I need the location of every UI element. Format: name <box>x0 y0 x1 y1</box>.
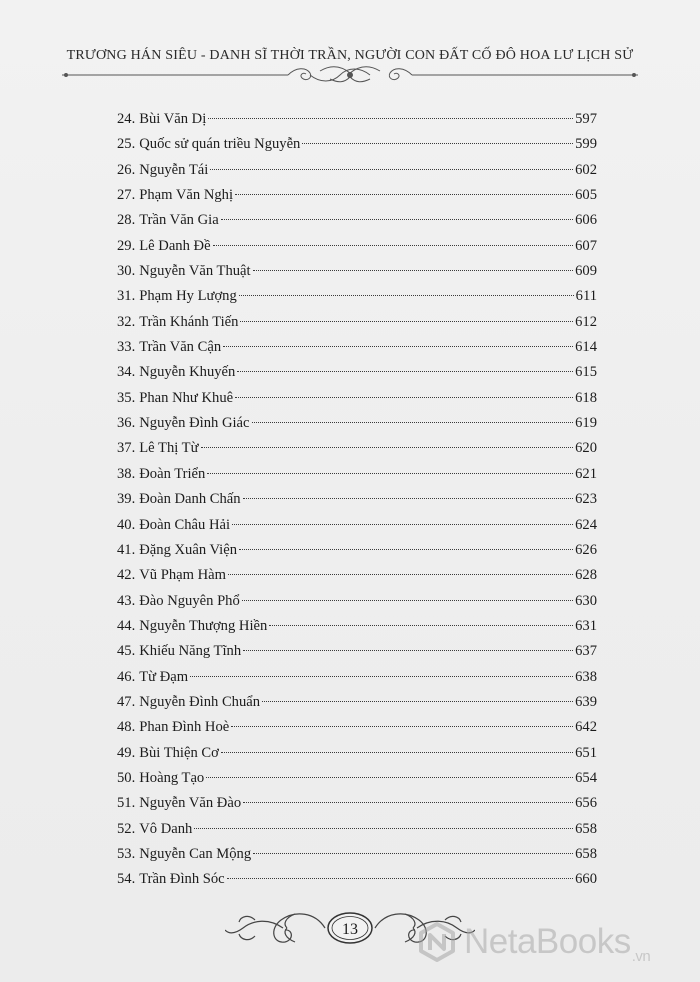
toc-entry <box>117 234 597 259</box>
toc-entry-number: 41. <box>117 541 136 558</box>
toc-dot-leader <box>243 650 573 651</box>
toc-dot-leader <box>231 726 573 727</box>
toc-entry-number: 50. <box>117 769 136 786</box>
toc-entry <box>117 487 597 512</box>
toc-entry-number: 25. <box>117 136 136 153</box>
toc-dot-leader <box>269 625 573 626</box>
toc-entry-page: 642 <box>575 719 597 736</box>
toc-dot-leader <box>221 219 573 220</box>
toc-entry-title: Nguyễn Đình Giác <box>139 415 250 432</box>
toc-entry-page: 609 <box>575 263 597 280</box>
toc-entry-page: 614 <box>575 339 597 356</box>
toc-entry-title: Quốc sử quán triều Nguyễn <box>139 136 301 153</box>
netabooks-logo-icon <box>416 921 458 963</box>
toc-entry-page: 658 <box>575 845 597 862</box>
toc-entry <box>117 107 597 132</box>
toc-entry-title: Hoàng Tạo <box>139 769 205 786</box>
toc-entry-number: 51. <box>117 795 136 812</box>
toc-entry-page: 620 <box>575 440 597 457</box>
toc-entry-title: Đoàn Danh Chấn <box>139 491 241 508</box>
toc-dot-leader <box>210 169 573 170</box>
toc-entry-title: Đoàn Châu Hải <box>139 516 231 533</box>
toc-dot-leader <box>228 574 573 575</box>
toc-entry-title: Trần Đình Sóc <box>139 871 225 888</box>
toc-entry-number: 30. <box>117 263 136 280</box>
toc-entry-number: 42. <box>117 567 136 584</box>
toc-entry-page: 628 <box>575 567 597 584</box>
toc-entry-page: 639 <box>575 693 597 710</box>
toc-entry <box>117 791 597 816</box>
toc-entry-page: 626 <box>575 541 597 558</box>
toc-entry-number: 37. <box>117 440 136 457</box>
toc-entry <box>117 715 597 740</box>
toc-entry-title: Vũ Phạm Hàm <box>139 567 226 584</box>
toc-dot-leader <box>239 295 574 296</box>
toc-entry-number: 31. <box>117 288 136 305</box>
toc-entry <box>117 639 597 664</box>
toc-entry <box>117 589 597 614</box>
toc-entry-page: 654 <box>575 769 597 786</box>
toc-dot-leader <box>223 346 573 347</box>
header-ornament-icon <box>60 64 640 86</box>
toc-entry-number: 39. <box>117 491 136 508</box>
toc-entry <box>117 690 597 715</box>
watermark-suffix: .vn <box>631 948 651 965</box>
toc-entry-number: 35. <box>117 389 136 406</box>
toc-entry-page: 605 <box>575 187 597 204</box>
toc-entry-page: 599 <box>575 136 597 153</box>
toc-entry <box>117 842 597 867</box>
toc-entry-number: 24. <box>117 111 136 127</box>
toc-entry-page: 631 <box>575 617 597 634</box>
toc-dot-leader <box>243 498 574 499</box>
toc-entry-title: Bùi Thiện Cơ <box>139 744 219 761</box>
toc-entry-page: 651 <box>575 744 597 761</box>
toc-entry <box>117 158 597 183</box>
toc-entry-page: 607 <box>575 237 597 254</box>
toc-entry-title: Phan Đình Hoè <box>139 719 230 736</box>
toc-entry-title: Nguyễn Văn Thuật <box>139 263 251 280</box>
toc-dot-leader <box>243 802 573 803</box>
toc-entry-number: 40. <box>117 516 136 533</box>
toc-dot-leader <box>239 549 573 550</box>
toc-dot-leader <box>242 600 573 601</box>
toc-entry <box>117 183 597 208</box>
toc-entry-number: 36. <box>117 415 136 432</box>
toc-entry-title: Nguyễn Tái <box>139 161 209 178</box>
toc-entry-number: 48. <box>117 719 136 736</box>
toc-entry-page: 623 <box>575 491 597 508</box>
toc-entry-number: 32. <box>117 313 136 330</box>
toc-dot-leader <box>253 270 574 271</box>
toc-entry-title: Đào Nguyên Phổ <box>139 592 240 609</box>
toc-entry-title: Vô Danh <box>139 820 193 837</box>
toc-dot-leader <box>207 473 573 474</box>
toc-entry-title: Nguyễn Khuyến <box>139 364 236 381</box>
toc-entry-title: Đoàn Triển <box>139 465 206 482</box>
toc-entry-page: 606 <box>575 212 597 229</box>
toc-dot-leader <box>213 245 574 246</box>
toc-dot-leader <box>235 194 573 195</box>
toc-entry-title: Nguyễn Đình Chuẩn <box>139 693 261 710</box>
toc-entry-number: 29. <box>117 237 136 254</box>
toc-entry-page: 630 <box>575 592 597 609</box>
toc-entry <box>117 817 597 842</box>
toc-entry <box>117 614 597 639</box>
toc-dot-leader <box>237 371 573 372</box>
toc-entry-page: 611 <box>575 288 597 305</box>
toc-entry <box>117 665 597 690</box>
toc-entry-title: Từ Đạm <box>139 668 189 685</box>
toc-entry <box>117 563 597 588</box>
toc-entry <box>117 436 597 461</box>
toc-entry <box>117 513 597 538</box>
toc-entry <box>117 462 597 487</box>
toc-entry-page: 658 <box>575 820 597 837</box>
watermark-brand: NetaBooks$_{.vn}$ <box>464 922 651 965</box>
toc-entry-number: 26. <box>117 161 136 178</box>
toc-entry-number: 49. <box>117 744 136 761</box>
toc-entry-page: 597 <box>575 111 597 127</box>
toc-dot-leader <box>240 321 573 322</box>
toc-entry-title: Nguyễn Can Mộng <box>139 845 252 862</box>
toc-entry <box>117 132 597 157</box>
toc-entry-page: 602 <box>575 161 597 178</box>
toc-entry-number: 33. <box>117 339 136 356</box>
toc-dot-leader <box>190 676 573 677</box>
toc-entry-number: 27. <box>117 187 136 204</box>
toc-dot-leader <box>221 752 573 753</box>
running-header: TRƯƠNG HÁN SIÊU - DANH SĨ THỜI TRẦN, NGƯỜI CON ĐẤT CỐ ĐÔ HOA LƯ LỊCH SỬ <box>66 48 634 63</box>
toc-entry-title: Trần Văn Gia <box>139 212 219 229</box>
toc-dot-leader <box>253 853 573 854</box>
toc-entry-title: Phan Như Khuê <box>139 389 234 406</box>
toc-dot-leader <box>227 878 573 879</box>
toc-dot-leader <box>206 777 573 778</box>
toc-entry-page: 618 <box>575 389 597 406</box>
watermark <box>416 917 686 967</box>
toc-entry <box>117 538 597 563</box>
toc-entry-title: Khiếu Năng Tĩnh <box>139 643 242 660</box>
toc-entry <box>117 386 597 411</box>
toc-dot-leader <box>302 143 573 144</box>
toc-entry <box>117 284 597 309</box>
toc-entry-number: 52. <box>117 820 136 837</box>
toc-entry-title: Đặng Xuân Viện <box>139 541 237 558</box>
toc-entry <box>117 766 597 791</box>
toc-entry-title: Trần Khánh Tiến <box>139 313 239 330</box>
toc-entry-page: 621 <box>575 465 597 482</box>
toc-entry-title: Phạm Văn Nghị <box>139 187 234 204</box>
toc-entry-page: 637 <box>575 643 597 660</box>
toc-dot-leader <box>252 422 574 423</box>
toc-entry-page: 660 <box>575 871 597 888</box>
toc-entry-number: 53. <box>117 845 136 862</box>
toc-entry <box>117 335 597 360</box>
toc-entry-title: Nguyễn Thượng Hiền <box>139 617 268 634</box>
toc-entry <box>117 411 597 436</box>
toc-dot-leader <box>232 524 573 525</box>
toc-entry-title: Trần Văn Cận <box>139 339 222 356</box>
toc-entry-number: 45. <box>117 643 136 660</box>
toc-entry <box>117 259 597 284</box>
toc-entry-number: 34. <box>117 364 136 381</box>
toc-entry-title: Nguyễn Văn Đào <box>139 795 242 812</box>
toc-entry-page: 619 <box>575 415 597 432</box>
toc-entry <box>117 310 597 335</box>
toc-entry <box>117 360 597 385</box>
toc-entry-page: 615 <box>575 364 597 381</box>
toc-entry <box>117 867 597 892</box>
toc-entry-number: 28. <box>117 212 136 229</box>
toc-entry-number: 44. <box>117 617 136 634</box>
toc-entry-page: 656 <box>575 795 597 812</box>
toc-entry-number: 54. <box>117 871 136 888</box>
toc-dot-leader <box>235 397 573 398</box>
toc-entry-number: 46. <box>117 668 136 685</box>
toc-entry <box>117 208 597 233</box>
toc-dot-leader <box>262 701 573 702</box>
table-of-contents <box>117 107 597 893</box>
toc-entry-title: Phạm Hy Lượng <box>139 288 237 305</box>
page-number: 13 <box>342 921 358 938</box>
toc-entry-title: Lê Danh Đề <box>139 237 211 254</box>
toc-entry-number: 47. <box>117 693 136 710</box>
toc-entry-page: 612 <box>575 313 597 330</box>
toc-entry-title: Lê Thị Từ <box>139 440 199 457</box>
toc-dot-leader <box>208 118 573 119</box>
toc-entry-page: 624 <box>575 516 597 533</box>
toc-entry <box>117 741 597 766</box>
toc-dot-leader <box>194 828 573 829</box>
toc-entry-page: 638 <box>575 668 597 685</box>
toc-dot-leader <box>201 447 574 448</box>
toc-entry-title: Bùi Văn Dị <box>139 111 207 127</box>
toc-entry-number: 38. <box>117 465 136 482</box>
toc-entry-number: 43. <box>117 592 136 609</box>
